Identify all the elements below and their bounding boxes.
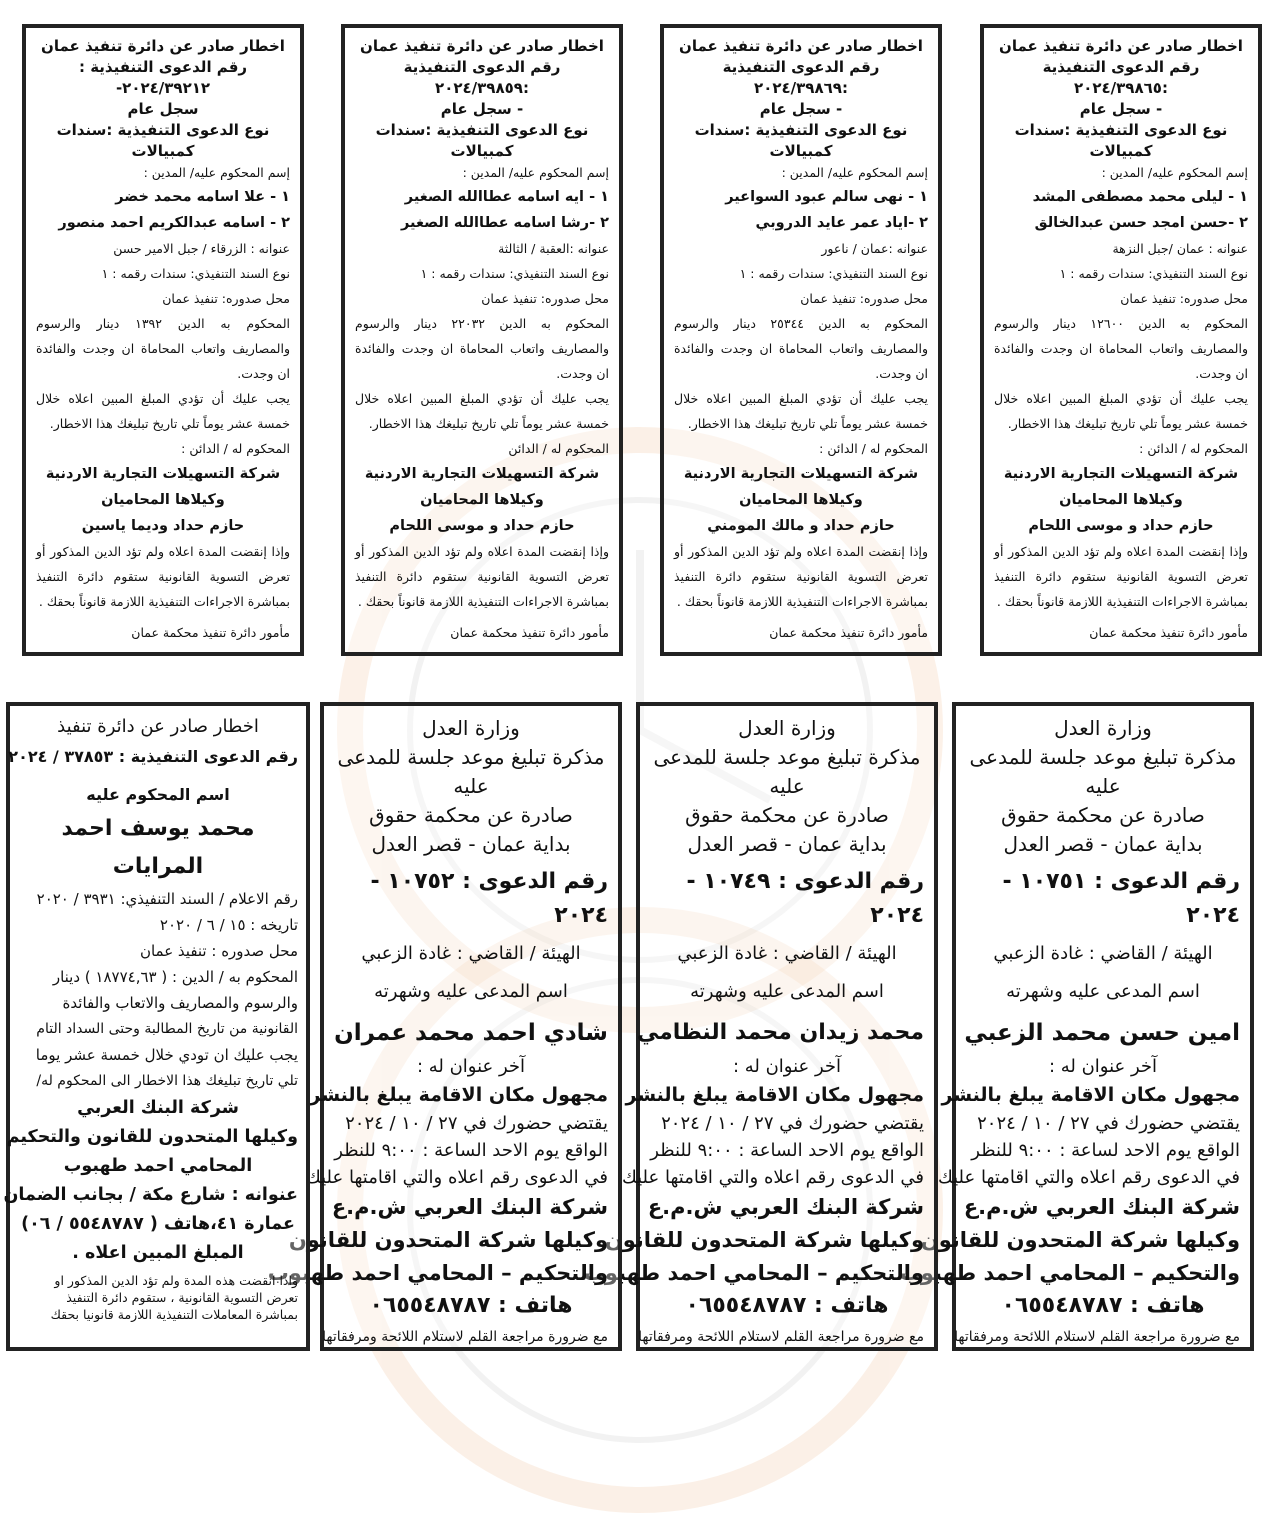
- document-type: نوع السند التنفيذي: سندات رقمه : ١: [101, 266, 290, 281]
- judge-line: الهيئة / القاضي : غادة الزعبي: [993, 943, 1213, 964]
- court-officer: مأمور دائرة تنفيذ محكمة عمان: [1089, 625, 1248, 640]
- hearing-time: الواقع يوم الاحد الساعة : ٩:٠٠ للنظر: [334, 1140, 608, 1161]
- contact-phone: هاتف : ٠٦٥٥٤٨٧٨٧: [369, 1293, 573, 1318]
- memo-court: صادرة عن محكمة حقوق: [685, 803, 889, 827]
- debtor-name: محمد يوسف احمد المرايات: [61, 816, 255, 879]
- creditor-label: المحكوم له / الدائن :: [181, 441, 290, 456]
- debtor-name-1: ١ - نهى سالم عبود السواعير: [725, 189, 928, 205]
- creditor-lawyers: حازم حداد و موسى اللحام: [389, 518, 575, 534]
- debtor-label: إسم المحكوم عليه/ المدين :: [143, 165, 290, 180]
- memo-title: مذكرة تبليغ موعد جلسة للمدعى عليه: [337, 745, 605, 798]
- warning-line-1: واذا انقضت هذه المدة ولم تؤد الدين المذكور او: [54, 1273, 298, 1288]
- document-number: رقم الاعلام / السند التنفيذي: ٣٩٣١ / ٢٠٢٠: [36, 890, 298, 908]
- case-type: نوع الدعوى التنفيذية :سندات كمبيالات: [375, 121, 589, 160]
- creditor-company: شركة التسهيلات التجارية الاردنية: [1003, 466, 1239, 482]
- address-label: آخر عنوان له :: [1048, 1056, 1158, 1077]
- hearing-date: يقتضي حضورك في ٢٧ / ١٠ / ٢٠٢٤: [661, 1113, 924, 1134]
- case-type: نوع الدعوى التنفيذية :سندات كمبيالات: [1014, 121, 1228, 160]
- case-type: نوع الدعوى التنفيذية :سندات كمبيالات: [56, 121, 270, 160]
- register-type: سجل عام: [127, 100, 199, 118]
- execution-notice-3: [341, 24, 623, 656]
- creditor-agents: وكيلاها المحاميان: [101, 492, 225, 508]
- debtor-name-2: ٢ -اياد عمر عايد الدروبي: [755, 215, 928, 231]
- debtor-name-2: ٢ - اسامه عبدالكريم احمد منصور: [58, 215, 290, 231]
- summons-footer: مع ضرورة مراجعة القلم لاستلام اللائحة ومرفقاتها: [638, 1329, 924, 1345]
- plaintiff-lawyer: والتحكيم – المحامي احمد طهبوب: [267, 1261, 608, 1285]
- debtor-address: عنوانه :عمان / ناعور: [821, 241, 928, 256]
- debt-interest: القانونية من تاريخ المطالبة وحتى السداد التام: [36, 1021, 298, 1037]
- debtor-address: عنوانه : عمان /جبل النزهة: [1112, 241, 1248, 256]
- document-date: تاريخه : ١٥ / ٦ / ٢٠٢٠: [159, 916, 298, 934]
- defendant-address: مجهول مكان الاقامة يبلغ بالنشر: [309, 1084, 608, 1106]
- memo-court: صادرة عن محكمة حقوق: [369, 803, 573, 827]
- hearing-time: الواقع يوم الاحد لساعة : ٩:٠٠ للنظر: [971, 1140, 1240, 1161]
- plaintiff-lawyer: والتحكيم – المحامي احمد طهبوب: [583, 1261, 924, 1285]
- defendant-address: مجهول مكان الاقامة يبلغ بالنشر: [625, 1084, 924, 1106]
- case-number: رقم الدعوى التنفيذية : ٣٧٨٥٣ / ٢٠٢٤: [8, 747, 298, 766]
- creditor-lawyer: المحامي احمد طهبوب: [63, 1156, 253, 1176]
- summons-footer: مع ضرورة مراجعة القلم لاستلام اللائحة ومرفقاتها: [954, 1329, 1240, 1345]
- court-officer: مأمور دائرة تنفيذ محكمة عمان: [131, 625, 290, 640]
- creditor-agents: وكيلاها المحاميان: [420, 492, 544, 508]
- debt-amount: المحكوم به الدين ٢٥٣٤٤ دينار والرسوم والمصاريف واتعاب المحاماة ان وجدت والفائدة ان وجدت.: [674, 316, 928, 381]
- enforcement-warning: وإذا إنقضت المدة اعلاه ولم تؤد الدين المذكور أو تعرض التسوية القانونية ستقوم دائرة التنفيذ بمباشرة الاجراءات التنفيذية اللازمة قانوناً بحقك .: [355, 544, 609, 609]
- creditor-label: المحكوم له / الدائن: [508, 441, 609, 456]
- payment-demand: يجب عليك أن تؤدي المبلغ المبين اعلاه خلال خمسة عشر يوماً تلي تاريخ تبليغك هذا الاخطار.: [355, 391, 609, 431]
- document-type: نوع السند التنفيذي: سندات رقمه : ١: [1059, 266, 1248, 281]
- memo-location: بداية عمان - قصر العدل: [371, 832, 571, 856]
- issued-at: محل صدوره: تنفيذ عمان: [800, 291, 928, 306]
- creditor-company: شركة التسهيلات التجارية الاردنية: [683, 466, 919, 482]
- debtor-name-1: ١ - ايه اسامه عطاالله الصغير: [404, 189, 609, 205]
- ministry-name: وزارة العدل: [738, 716, 836, 740]
- plaintiff-agent: وكيلها شركة المتحدون للقانون: [920, 1228, 1240, 1252]
- defendant-address: مجهول مكان الاقامة يبلغ بالنشر: [941, 1084, 1240, 1106]
- court-summons-1: [899, 702, 1254, 1351]
- debtor-name-2: ٢ -حسن امجد حسن عبدالخالق: [1034, 215, 1248, 231]
- creditor-address: عنوانه : شارع مكة / بجانب الضمان: [3, 1185, 298, 1205]
- notice-header: اخطار صادر عن دائرة تنفيذ: [57, 716, 259, 737]
- creditor-label: المحكوم له / الدائن :: [819, 441, 928, 456]
- creditor-agents: وكيلاها المحاميان: [1059, 492, 1183, 508]
- judge-line: الهيئة / القاضي : غادة الزعبي: [361, 943, 581, 964]
- payment-demand: يجب عليك ان تودي خلال خمسة عشر يوما: [35, 1046, 298, 1064]
- defendant-label: اسم المدعى عليه وشهرته: [1006, 981, 1200, 1002]
- debtor-label: إسم المحكوم عليه/ المدين :: [1101, 165, 1248, 180]
- register-type: - سجل عام: [759, 100, 843, 118]
- debt-amount: المحكوم به الدين ١٢٦٠٠ دينار والرسوم والمصاريف واتعاب المحاماة ان وجدت والفائدة ان وجدت.: [994, 316, 1248, 381]
- warning-line-2: تعرض التسوية القانونية ، ستقوم دائرة التنفيذ: [66, 1290, 298, 1305]
- creditor-agents: وكيلاها المحاميان: [739, 492, 863, 508]
- issued-at: محل صدوره: تنفيذ عمان: [1120, 291, 1248, 306]
- hearing-case-ref: في الدعوى رقم اعلاه والتي اقامتها عليك: [305, 1167, 608, 1188]
- hearing-case-ref: في الدعوى رقم اعلاه والتي اقامتها عليك: [937, 1167, 1240, 1188]
- memo-title: مذكرة تبليغ موعد جلسة للمدعى عليه: [969, 745, 1237, 798]
- debt-amount: المحكوم به الدين ٢٢٠٣٢ دينار والرسوم والمصاريف واتعاب المحاماة ان وجدت والفائدة ان وجدت.: [355, 316, 609, 381]
- execution-notice-2: [660, 24, 942, 656]
- issued-at: محل صدوره: تنفيذ عمان: [162, 291, 290, 306]
- register-type: - سجل عام: [1079, 100, 1163, 118]
- court-summons-3: [267, 702, 622, 1351]
- hearing-case-ref: في الدعوى رقم اعلاه والتي اقامتها عليك: [621, 1167, 924, 1188]
- plaintiff-agent: وكيلها شركة المتحدون للقانون: [288, 1228, 608, 1252]
- memo-location: بداية عمان - قصر العدل: [1003, 832, 1203, 856]
- creditor-agent: وكيلها المتحدون للقانون والتحكيم: [6, 1127, 298, 1147]
- plaintiff-company: شركة البنك العربي ش.م.ع: [331, 1195, 608, 1219]
- creditor-company: شركة التسهيلات التجارية الاردنية: [364, 466, 600, 482]
- payment-demand: يجب عليك أن تؤدي المبلغ المبين اعلاه خلال خمسة عشر يوماً تلي تاريخ تبليغك هذا الاخطار.: [994, 391, 1248, 431]
- debtor-name-2: ٢ -رشا اسامه عطاالله الصغير: [401, 215, 609, 231]
- register-type: - سجل عام: [440, 100, 524, 118]
- debtor-address: عنوانه :العقبة / الثالثة: [498, 241, 609, 256]
- debtor-name-1: ١ - ليلى محمد مصطفى المشد: [1032, 189, 1248, 205]
- payment-demand: يجب عليك أن تؤدي المبلغ المبين اعلاه خلال خمسة عشر يوماً تلي تاريخ تبليغك هذا الاخطار.: [674, 391, 928, 431]
- plaintiff-lawyer: والتحكيم – المحامي احمد طهبوب: [899, 1261, 1240, 1285]
- defendant-name: امين حسن محمد الزعبي: [964, 1020, 1240, 1046]
- address-label: آخر عنوان له :: [732, 1056, 842, 1077]
- notice-header: اخطار صادر عن دائرة تنفيذ عمان: [360, 37, 604, 55]
- plaintiff-agent: وكيلها شركة المتحدون للقانون: [604, 1228, 924, 1252]
- debt-amount: المحكوم به الدين ١٣٩٢ دينار والرسوم والمصاريف واتعاب المحاماة ان وجدت والفائدة ان وجدت.: [36, 316, 290, 381]
- warning-line-3: بمباشرة المعاملات التنفيذية اللازمة قانونيا بحقك: [50, 1307, 298, 1322]
- defendant-name: محمد زيدان محمد النظامي: [636, 1020, 924, 1045]
- court-summons-2: [583, 702, 938, 1351]
- case-number: رقم الدعوى التنفيذية :٢٠٢٤/٣٩٨٦٥: [1042, 58, 1200, 97]
- creditor-lawyers: حازم حداد وديما ياسين: [81, 518, 245, 534]
- defendant-label: اسم المدعى عليه وشهرته: [690, 981, 884, 1002]
- debt-fees: والرسوم والمصاريف والاتعاب والفائدة: [62, 994, 298, 1012]
- issued-at: محل صدوره : تنفيذ عمان: [139, 942, 298, 960]
- case-number: رقم الدعوى : ١٠٧٥١ - ٢٠٢٤: [1002, 869, 1240, 928]
- enforcement-warning: وإذا إنقضت المدة اعلاه ولم تؤد الدين المذكور أو تعرض التسوية القانونية ستقوم دائرة التنفيذ بمباشرة الاجراءات التنفيذية اللازمة قانوناً بحقك .: [674, 544, 928, 609]
- creditor-lawyers: حازم حداد و موسى اللحام: [1028, 518, 1214, 534]
- debtor-label: إسم المحكوم عليه/ المدين :: [462, 165, 609, 180]
- case-number: رقم الدعوى التنفيذية :٢٠٢٤/٣٩٨٦٩: [722, 58, 880, 97]
- creditor-company: شركة التسهيلات التجارية الاردنية: [45, 466, 281, 482]
- ministry-name: وزارة العدل: [1054, 716, 1152, 740]
- execution-notice-4: [22, 24, 304, 656]
- amount-reference: المبلغ المبين اعلاه .: [72, 1243, 244, 1263]
- document-type: نوع السند التنفيذي: سندات رقمه : ١: [420, 266, 609, 281]
- payment-demand: يجب عليك أن تؤدي المبلغ المبين اعلاه خلال خمسة عشر يوماً تلي تاريخ تبليغك هذا الاخطار.: [36, 391, 290, 431]
- issued-at: محل صدوره: تنفيذ عمان: [481, 291, 609, 306]
- hearing-time: الواقع يوم الاحد الساعة : ٩:٠٠ للنظر: [650, 1140, 924, 1161]
- defendant-label: اسم المدعى عليه وشهرته: [374, 981, 568, 1002]
- court-officer: مأمور دائرة تنفيذ محكمة عمان: [769, 625, 928, 640]
- case-number: رقم الدعوى التنفيذية :٢٠٢٤/٣٩٨٥٩: [403, 58, 561, 97]
- address-label: آخر عنوان له :: [416, 1056, 526, 1077]
- debt-amount: المحكوم به / الدين : ( ١٨٧٧٤,٦٣ ) دينار: [52, 968, 298, 986]
- bank-execution-notice: [3, 702, 310, 1351]
- creditor-phone: عمارة ٤١،هاتف ( ٥٥٤٨٧٨٧ / ٠٦): [21, 1214, 295, 1234]
- creditor-label: المحكوم له / الدائن :: [1139, 441, 1248, 456]
- judge-line: الهيئة / القاضي : غادة الزعبي: [677, 943, 897, 964]
- case-type: نوع الدعوى التنفيذية :سندات كمبيالات: [694, 121, 908, 160]
- memo-court: صادرة عن محكمة حقوق: [1001, 803, 1205, 827]
- payment-recipient: تلي تاريخ تبليغك هذا الاخطار الى المحكوم له/: [36, 1073, 298, 1089]
- defendant-name: شادي احمد محمد عمران: [334, 1020, 608, 1046]
- case-number: رقم الدعوى التنفيذية : ٢٠٢٤/٣٩٢١٢-: [78, 58, 248, 97]
- court-officer: مأمور دائرة تنفيذ محكمة عمان: [450, 625, 609, 640]
- hearing-date: يقتضي حضورك في ٢٧ / ١٠ / ٢٠٢٤: [977, 1113, 1240, 1134]
- ministry-name: وزارة العدل: [422, 716, 520, 740]
- notice-header: اخطار صادر عن دائرة تنفيذ عمان: [999, 37, 1243, 55]
- notice-header: اخطار صادر عن دائرة تنفيذ عمان: [41, 37, 285, 55]
- debtor-address: عنوانه : الزرقاء / جبل الامير حسن: [113, 241, 290, 256]
- memo-location: بداية عمان - قصر العدل: [687, 832, 887, 856]
- case-number: رقم الدعوى : ١٠٧٥٢ - ٢٠٢٤: [370, 869, 608, 928]
- creditor-lawyers: حازم حداد و مالك المومني: [707, 518, 895, 534]
- enforcement-warning: وإذا إنقضت المدة اعلاه ولم تؤد الدين المذكور أو تعرض التسوية القانونية ستقوم دائرة التنفيذ بمباشرة الاجراءات التنفيذية اللازمة قانوناً بحقك .: [994, 544, 1248, 609]
- plaintiff-company: شركة البنك العربي ش.م.ع: [647, 1195, 924, 1219]
- notice-header: اخطار صادر عن دائرة تنفيذ عمان: [679, 37, 923, 55]
- document-type: نوع السند التنفيذي: سندات رقمه : ١: [739, 266, 928, 281]
- debtor-label: اسم المحكوم عليه: [86, 785, 230, 804]
- plaintiff-company: شركة البنك العربي ش.م.ع: [963, 1195, 1240, 1219]
- summons-footer: مع ضرورة مراجعة القلم لاستلام اللائحة ومرفقاتها: [322, 1329, 608, 1345]
- debtor-label: إسم المحكوم عليه/ المدين :: [781, 165, 928, 180]
- contact-phone: هاتف : ٠٦٥٥٤٨٧٨٧: [1001, 1293, 1205, 1318]
- enforcement-warning: وإذا إنقضت المدة اعلاه ولم تؤد الدين المذكور أو تعرض التسوية القانونية ستقوم دائرة التنفيذ بمباشرة الاجراءات التنفيذية اللازمة قانوناً بحقك .: [36, 544, 290, 609]
- contact-phone: هاتف : ٠٦٥٥٤٨٧٨٧: [685, 1293, 889, 1318]
- debtor-name-1: ١ - علا اسامه محمد خضر: [115, 189, 290, 205]
- creditor-company: شركة البنك العربي: [77, 1098, 239, 1118]
- execution-notice-1: [980, 24, 1262, 656]
- memo-title: مذكرة تبليغ موعد جلسة للمدعى عليه: [653, 745, 921, 798]
- case-number: رقم الدعوى : ١٠٧٤٩ - ٢٠٢٤: [686, 869, 924, 928]
- hearing-date: يقتضي حضورك في ٢٧ / ١٠ / ٢٠٢٤: [345, 1113, 608, 1134]
